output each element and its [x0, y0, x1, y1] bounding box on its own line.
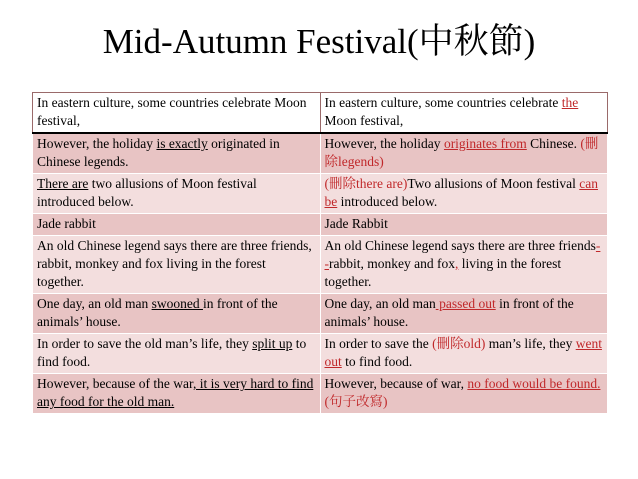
text-segment: In order to save the old man’s life, they [37, 336, 253, 351]
revised-sentence-cell [320, 174, 608, 214]
table-row [33, 236, 608, 294]
revised-sentence-cell [320, 334, 608, 374]
text-segment: One day, an old man [324, 296, 436, 311]
text-segment: Jade Rabbit [324, 216, 388, 231]
text-segment: in front of the animals’ house. [37, 296, 278, 329]
text-segment: in front of the animals’ house. [324, 296, 574, 329]
original-sentence-cell [33, 93, 321, 134]
text-segment: However, because of the war [37, 376, 193, 391]
text-segment: Chinese. [526, 136, 581, 151]
revised-sentence-cell [320, 236, 608, 294]
table-row [33, 374, 608, 414]
original-sentence-cell [33, 214, 321, 236]
revised-sentence-cell [320, 214, 608, 236]
original-sentence-cell [33, 334, 321, 374]
text-segment: -- [324, 238, 601, 271]
revised-sentence-cell [320, 374, 608, 414]
text-segment: However, because of war, [324, 376, 468, 391]
original-sentence-cell [33, 294, 321, 334]
text-segment: (句子改寫) [324, 394, 388, 409]
text-segment: rabbit, monkey and fox [329, 256, 455, 271]
text-segment: man’s life, they [485, 336, 576, 351]
original-sentence-cell [33, 174, 321, 214]
text-segment: the [561, 95, 579, 110]
original-sentence-cell [33, 236, 321, 294]
text-segment: , [454, 256, 459, 271]
text-segment: swooned [151, 296, 203, 311]
text-segment: two allusions of Moon festival introduced below. [37, 176, 257, 209]
text-segment: One day, an old man [37, 296, 152, 311]
revised-sentence-cell [320, 133, 608, 174]
text-segment: Moon festival, [324, 113, 404, 128]
text-segment: (刪除legends) [324, 136, 599, 169]
text-segment: Jade rabbit [37, 216, 96, 231]
text-segment: passed out [435, 296, 496, 311]
original-sentence-cell [33, 133, 321, 174]
table-row [33, 174, 608, 214]
text-segment: went out [324, 336, 602, 369]
text-segment: to find food. [37, 336, 307, 369]
text-segment: introduced below. [337, 194, 438, 209]
text-segment: Two allusions of Moon festival [407, 176, 580, 191]
text-segment: no food would be found. [467, 376, 601, 391]
text-segment: However, the holiday [37, 136, 157, 151]
text-segment: (刪除there are) [324, 176, 408, 191]
original-sentence-cell [33, 374, 321, 414]
text-segment: There are [37, 176, 89, 191]
text-segment: However, the holiday [324, 136, 444, 151]
text-segment: is exactly [156, 136, 208, 151]
text-segment: originated in Chinese legends. [37, 136, 280, 169]
text-segment: , it is very hard to find any food for the old man. [37, 376, 314, 409]
text-segment: An old Chinese legend says there are three friends, rabbit, monkey and fox living in the forest together. [37, 238, 312, 289]
revised-sentence-cell [320, 93, 608, 134]
text-segment: to find food. [341, 354, 413, 369]
comparison-table [32, 92, 608, 414]
text-segment: In order to save the [324, 336, 433, 351]
text-segment: can be [324, 176, 598, 209]
text-segment: In eastern culture, some countries celebrate Moon festival, [37, 95, 307, 128]
table-row [33, 294, 608, 334]
revised-sentence-cell [320, 294, 608, 334]
table-row [33, 214, 608, 236]
text-segment: An old Chinese legend says there are three friends [324, 238, 596, 253]
text-segment: living in the forest together. [324, 256, 562, 289]
table-row [33, 93, 608, 134]
text-segment: (刪除old) [432, 336, 486, 351]
table-row [33, 133, 608, 174]
table-row [33, 334, 608, 374]
text-segment: originates from [443, 136, 527, 151]
text-segment: split up [252, 336, 293, 351]
text-segment: In eastern culture, some countries celebrate [324, 95, 562, 110]
page-title: Mid-Autumn Festival(中秋節) [102, 22, 536, 61]
